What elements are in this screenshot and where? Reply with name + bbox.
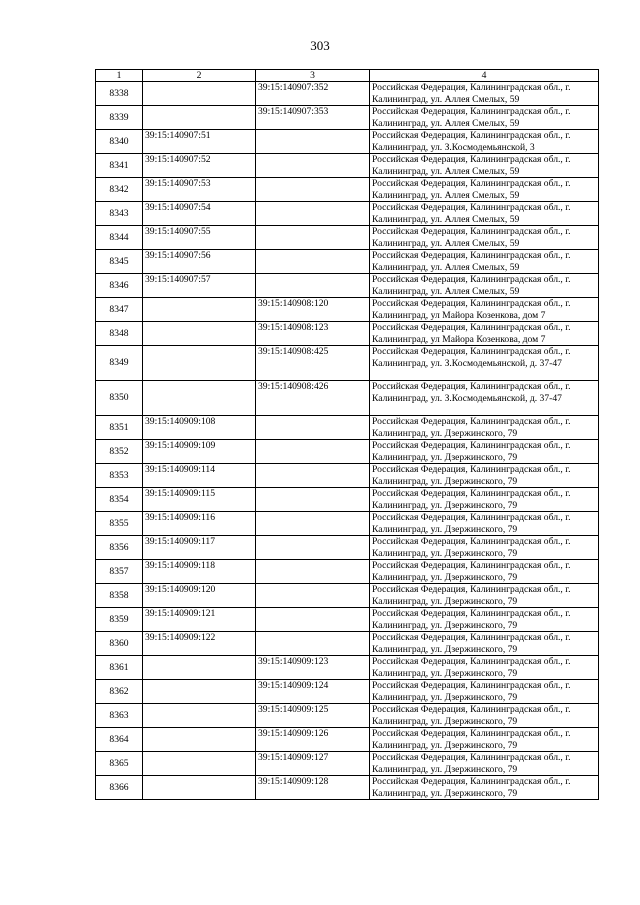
table-row (96, 298, 599, 322)
cadastral-number-col3 (256, 202, 370, 226)
cadastral-number-col3: 39:15:140907:352 (256, 82, 370, 106)
cadastral-number-col2 (143, 106, 256, 130)
cadastral-number-col2: 39:15:140909:108 (143, 416, 256, 440)
cadastral-number-col3: 39:15:140909:124 (256, 680, 370, 704)
row-number: 8340 (96, 130, 143, 154)
cadastral-number-col2 (143, 298, 256, 322)
cadastral-number-col3 (256, 584, 370, 608)
address-cell: Российская Федерация, Калининградская обл., г. Калининград, ул. Дзержинского, 79 (370, 512, 599, 536)
cadastral-number-col3: 39:15:140909:127 (256, 752, 370, 776)
address-cell: Российская Федерация, Калининградская обл., г. Калининград, ул. Дзержинского, 79 (370, 704, 599, 728)
row-number: 8338 (96, 82, 143, 106)
table-row (96, 381, 599, 416)
address-cell: Российская Федерация, Калининградская обл., г. Калининград, ул. З.Космодемьянской, 3 (370, 130, 599, 154)
cadastral-number-col3 (256, 130, 370, 154)
table-row (96, 608, 599, 632)
page-number: 303 (310, 38, 330, 53)
address-cell: Российская Федерация, Калининградская обл., г. Калининград, ул. Аллея Смелых, 59 (370, 250, 599, 274)
cadastral-number-col3: 39:15:140907:353 (256, 106, 370, 130)
table-row (96, 752, 599, 776)
cadastral-number-col2 (143, 82, 256, 106)
row-number: 8352 (96, 440, 143, 464)
table-row (96, 728, 599, 752)
table-row (96, 632, 599, 656)
table-row (96, 82, 599, 106)
cadastral-number-col2 (143, 381, 256, 416)
address-cell: Российская Федерация, Калининградская обл., г. Калининград, ул. Дзержинского, 79 (370, 584, 599, 608)
cadastral-number-col2: 39:15:140907:53 (143, 178, 256, 202)
address-cell: Российская Федерация, Калининградская обл., г. Калининград, ул Майора Козенкова, дом 7 (370, 322, 599, 346)
cadastral-number-col2: 39:15:140907:51 (143, 130, 256, 154)
table-row (96, 512, 599, 536)
row-number: 8343 (96, 202, 143, 226)
table-row (96, 656, 599, 680)
address-cell: Российская Федерация, Калининградская обл., г. Калининград, ул. З.Космодемьянской, д. 37-47 (370, 381, 599, 416)
address-cell: Российская Федерация, Калининградская обл., г. Калининград, ул. Дзержинского, 79 (370, 560, 599, 584)
cadastral-number-col3 (256, 250, 370, 274)
column-header-2: 2 (143, 70, 256, 82)
table-row (96, 130, 599, 154)
table-row (96, 226, 599, 250)
row-number: 8353 (96, 464, 143, 488)
cadastral-number-col2: 39:15:140909:117 (143, 536, 256, 560)
cadastral-number-col2: 39:15:140907:55 (143, 226, 256, 250)
column-header-3: 3 (256, 70, 370, 82)
cadastral-number-col3 (256, 226, 370, 250)
cadastral-number-col3 (256, 154, 370, 178)
cadastral-number-col3 (256, 440, 370, 464)
cadastral-number-col2 (143, 322, 256, 346)
row-number: 8345 (96, 250, 143, 274)
row-number: 8339 (96, 106, 143, 130)
row-number: 8356 (96, 536, 143, 560)
table-row (96, 704, 599, 728)
cadastral-number-col2: 39:15:140909:114 (143, 464, 256, 488)
address-cell: Российская Федерация, Калининградская обл., г. Калининград, ул. Дзержинского, 79 (370, 776, 599, 800)
table-row (96, 440, 599, 464)
cadastral-number-col3: 39:15:140908:120 (256, 298, 370, 322)
row-number: 8358 (96, 584, 143, 608)
address-cell: Российская Федерация, Калининградская обл., г. Калининград, ул. Дзержинского, 79 (370, 464, 599, 488)
cadastral-number-col3 (256, 512, 370, 536)
row-number: 8357 (96, 560, 143, 584)
cadastral-number-col3: 39:15:140909:125 (256, 704, 370, 728)
table-row (96, 464, 599, 488)
cadastral-number-col2 (143, 656, 256, 680)
registry-table (95, 69, 599, 800)
cadastral-number-col2 (143, 704, 256, 728)
address-cell: Российская Федерация, Калининградская обл., г. Калининград, ул. Дзержинского, 79 (370, 608, 599, 632)
cadastral-number-col3: 39:15:140908:123 (256, 322, 370, 346)
address-cell: Российская Федерация, Калининградская обл., г. Калининград, ул. Аллея Смелых, 59 (370, 274, 599, 298)
header-row (96, 70, 599, 82)
table-row (96, 416, 599, 440)
address-cell: Российская Федерация, Калининградская обл., г. Калининград, ул. Дзержинского, 79 (370, 752, 599, 776)
address-cell: Российская Федерация, Калининградская обл., г. Калининград, ул. З.Космодемьянской, д. 37-47 (370, 346, 599, 381)
column-header-4: 4 (370, 70, 599, 82)
row-number: 8349 (96, 346, 143, 381)
row-number: 8365 (96, 752, 143, 776)
cadastral-number-col2 (143, 776, 256, 800)
row-number: 8342 (96, 178, 143, 202)
cadastral-number-col2: 39:15:140909:116 (143, 512, 256, 536)
table-row (96, 178, 599, 202)
row-number: 8351 (96, 416, 143, 440)
cadastral-number-col3: 39:15:140909:126 (256, 728, 370, 752)
row-number: 8363 (96, 704, 143, 728)
table-row (96, 536, 599, 560)
cadastral-number-col2: 39:15:140909:122 (143, 632, 256, 656)
address-cell: Российская Федерация, Калининградская обл., г. Калининград, ул. Аллея Смелых, 59 (370, 106, 599, 130)
column-header-1: 1 (96, 70, 143, 82)
row-number: 8346 (96, 274, 143, 298)
cadastral-number-col3: 39:15:140908:426 (256, 381, 370, 416)
cadastral-number-col2 (143, 680, 256, 704)
address-cell: Российская Федерация, Калининградская обл., г. Калининград, ул. Дзержинского, 79 (370, 488, 599, 512)
row-number: 8359 (96, 608, 143, 632)
address-cell: Российская Федерация, Калининградская обл., г. Калининград, ул. Дзержинского, 79 (370, 632, 599, 656)
row-number: 8348 (96, 322, 143, 346)
table-row (96, 776, 599, 800)
cadastral-number-col2: 39:15:140907:54 (143, 202, 256, 226)
cadastral-number-col3 (256, 464, 370, 488)
row-number: 8362 (96, 680, 143, 704)
table-row (96, 560, 599, 584)
cadastral-number-col3 (256, 632, 370, 656)
cadastral-number-col2: 39:15:140909:109 (143, 440, 256, 464)
cadastral-number-col3 (256, 416, 370, 440)
address-cell: Российская Федерация, Калининградская обл., г. Калининград, ул. Дзержинского, 79 (370, 536, 599, 560)
address-cell: Российская Федерация, Калининградская обл., г. Калининград, ул. Аллея Смелых, 59 (370, 226, 599, 250)
table-row (96, 584, 599, 608)
table-row (96, 154, 599, 178)
table-row (96, 680, 599, 704)
cadastral-number-col3: 39:15:140908:425 (256, 346, 370, 381)
cadastral-number-col3 (256, 536, 370, 560)
cadastral-number-col3 (256, 560, 370, 584)
cadastral-number-col3 (256, 274, 370, 298)
table-row (96, 274, 599, 298)
cadastral-number-col2: 39:15:140909:115 (143, 488, 256, 512)
row-number: 8354 (96, 488, 143, 512)
table-row (96, 488, 599, 512)
address-cell: Российская Федерация, Калининградская обл., г. Калининград, ул. Аллея Смелых, 59 (370, 202, 599, 226)
cadastral-number-col2: 39:15:140907:56 (143, 250, 256, 274)
row-number: 8350 (96, 381, 143, 416)
address-cell: Российская Федерация, Калининградская обл., г. Калининград, ул. Дзержинского, 79 (370, 440, 599, 464)
row-number: 8361 (96, 656, 143, 680)
row-number: 8364 (96, 728, 143, 752)
row-number: 8360 (96, 632, 143, 656)
address-cell: Российская Федерация, Калининградская обл., г. Калининград, ул. Дзержинского, 79 (370, 728, 599, 752)
address-cell: Российская Федерация, Калининградская обл., г. Калининград, ул Майора Козенкова, дом 7 (370, 298, 599, 322)
table-row (96, 322, 599, 346)
table-row (96, 346, 599, 381)
cadastral-number-col3: 39:15:140909:123 (256, 656, 370, 680)
cadastral-number-col2 (143, 728, 256, 752)
cadastral-number-col2: 39:15:140909:120 (143, 584, 256, 608)
cadastral-number-col2: 39:15:140909:118 (143, 560, 256, 584)
row-number: 8366 (96, 776, 143, 800)
address-cell: Российская Федерация, Калининградская обл., г. Калининград, ул. Дзержинского, 79 (370, 416, 599, 440)
address-cell: Российская Федерация, Калининградская обл., г. Калининград, ул. Дзержинского, 79 (370, 680, 599, 704)
row-number: 8355 (96, 512, 143, 536)
table-body (96, 82, 599, 800)
cadastral-number-col2 (143, 346, 256, 381)
address-cell: Российская Федерация, Калининградская обл., г. Калининград, ул. Аллея Смелых, 59 (370, 178, 599, 202)
cadastral-number-col3 (256, 488, 370, 512)
cadastral-number-col2 (143, 752, 256, 776)
row-number: 8341 (96, 154, 143, 178)
row-number: 8347 (96, 298, 143, 322)
table-row (96, 202, 599, 226)
cadastral-number-col2: 39:15:140907:57 (143, 274, 256, 298)
table-row (96, 250, 599, 274)
table-row (96, 106, 599, 130)
cadastral-number-col2: 39:15:140909:121 (143, 608, 256, 632)
cadastral-number-col2: 39:15:140907:52 (143, 154, 256, 178)
cadastral-number-col3 (256, 608, 370, 632)
row-number: 8344 (96, 226, 143, 250)
cadastral-number-col3 (256, 178, 370, 202)
address-cell: Российская Федерация, Калининградская обл., г. Калининград, ул. Аллея Смелых, 59 (370, 154, 599, 178)
cadastral-number-col3: 39:15:140909:128 (256, 776, 370, 800)
address-cell: Российская Федерация, Калининградская обл., г. Калининград, ул. Дзержинского, 79 (370, 656, 599, 680)
address-cell: Российская Федерация, Калининградская обл., г. Калининград, ул. Аллея Смелых, 59 (370, 82, 599, 106)
